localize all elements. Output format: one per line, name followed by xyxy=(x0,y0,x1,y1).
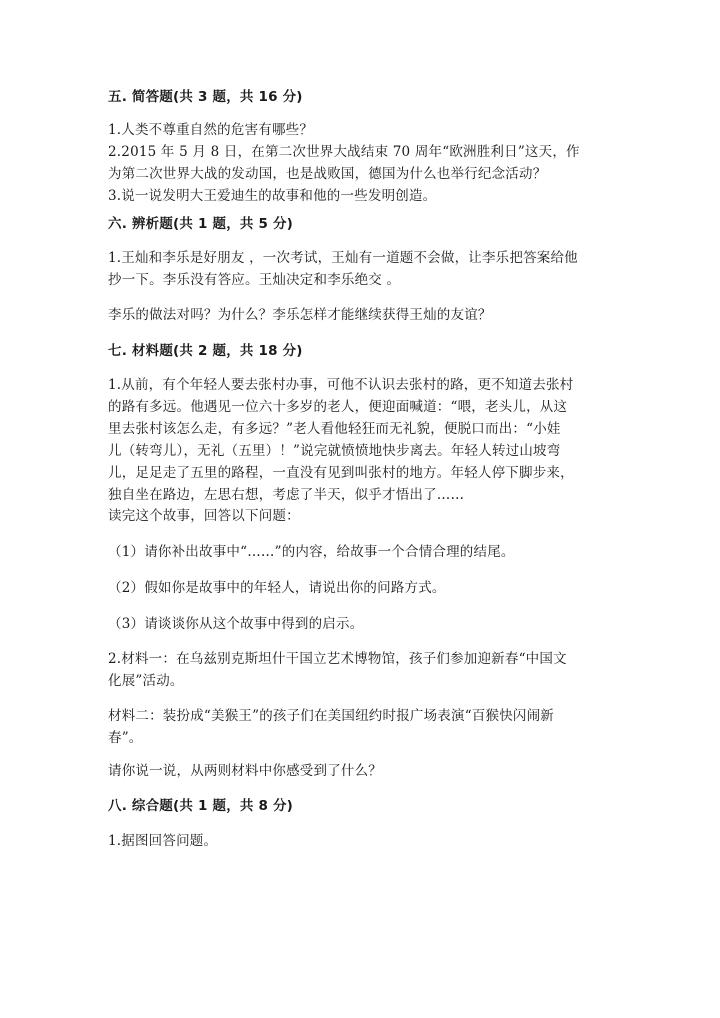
s7-q1-prompt: 读完这个故事，回答以下问题： xyxy=(108,508,300,524)
s6-question-1-line-2: 抄一下。李乐没有答应。王灿决定和李乐绝交 。 xyxy=(108,272,401,288)
s7-question-1-story xyxy=(108,374,614,506)
s5-question-1: 1.人类不尊重自然的危害有哪些？ xyxy=(108,122,314,138)
s7-q1-line-1: 1.从前，有个年轻人要去张村办事，可他不认识去张村的路，更不知道去张村 xyxy=(108,377,574,393)
s7-q2-mat2-line-2: 春”。 xyxy=(108,730,143,746)
s7-question-2-material-2 xyxy=(108,705,614,749)
s7-q1-line-6: 独自坐在路边，左思右想，考虑了半天，似乎才悟出了…… xyxy=(108,487,465,503)
section-6-question-1 xyxy=(108,247,614,291)
s7-q2-line-1: 2.材料一：在乌兹别克斯坦什干国立艺术博物馆，孩子们参加迎新春“中国文 xyxy=(108,651,567,667)
s7-q1-sub-3: （3）请谈谈你从这个故事中得到的启示。 xyxy=(108,616,364,632)
s5-question-2-line-1: 2.2015 年 5 月 8 日，在第二次世界大战结束 70 周年“欧洲胜利日”这天，作 xyxy=(108,144,580,160)
s5-question-2-line-2: 为第二次世界大战的发动国，也是战败国，德国为什么也举行纪念活动？ xyxy=(108,166,547,182)
section-5-heading: 五. 简答题(共 3 题，共 16 分) xyxy=(108,89,303,105)
s7-q1-sub-2: （2）假如你是故事中的年轻人，请说出你的问路方式。 xyxy=(108,580,446,596)
section-7-heading: 七. 材料题(共 2 题，共 18 分) xyxy=(108,343,303,359)
section-5-questions xyxy=(108,119,614,207)
s7-question-2-material-1 xyxy=(108,648,614,692)
s6-question-1-ask: 李乐的做法对吗？为什么？李乐怎样才能继续获得王灿的友谊？ xyxy=(108,307,492,323)
s6-question-1-line-1: 1.王灿和李乐是好朋友 ，一次考试，王灿有一道题不会做，让李乐把答案给他 xyxy=(108,250,578,266)
section-8-heading: 八. 综合题(共 1 题，共 8 分) xyxy=(108,798,294,814)
s5-question-3: 3.说一说发明大王爱迪生的故事和他的一些发明创造。 xyxy=(108,188,437,204)
s7-q1-line-4: 儿（转弯儿），无礼（五里）！”说完就愤愤地快步离去。年轻人转过山坡弯 xyxy=(108,443,561,459)
s7-q1-sub-1: （1）请你补出故事中“……”的内容，给故事一个合情合理的结尾。 xyxy=(108,544,515,560)
s7-q1-line-3: 里去张村该怎么走，有多远？”老人看他轻狂而无礼貌，便脱口而出：“小娃 xyxy=(108,421,561,437)
s7-q1-line-2: 的路有多远。他遇见一位六十多岁的老人，便迎面喊道：“喂，老头儿，从这 xyxy=(108,399,568,415)
s7-q1-line-5: 儿，足足走了五里的路程，一直没有见到叫张村的地方。年轻人停下脚步来， xyxy=(108,465,574,481)
section-6-heading: 六. 辨析题(共 1 题，共 5 分) xyxy=(108,216,294,232)
s7-q2-mat2-line-1: 材料二：装扮成“美猴王”的孩子们在美国纽约时报广场表演“百猴快闪闹新 xyxy=(108,708,555,724)
s8-question-1: 1.据图回答问题。 xyxy=(108,833,218,849)
s7-q2-line-2: 化展”活动。 xyxy=(108,673,184,689)
s7-q2-ask: 请你说一说，从两则材料中你感受到了什么？ xyxy=(108,763,382,779)
